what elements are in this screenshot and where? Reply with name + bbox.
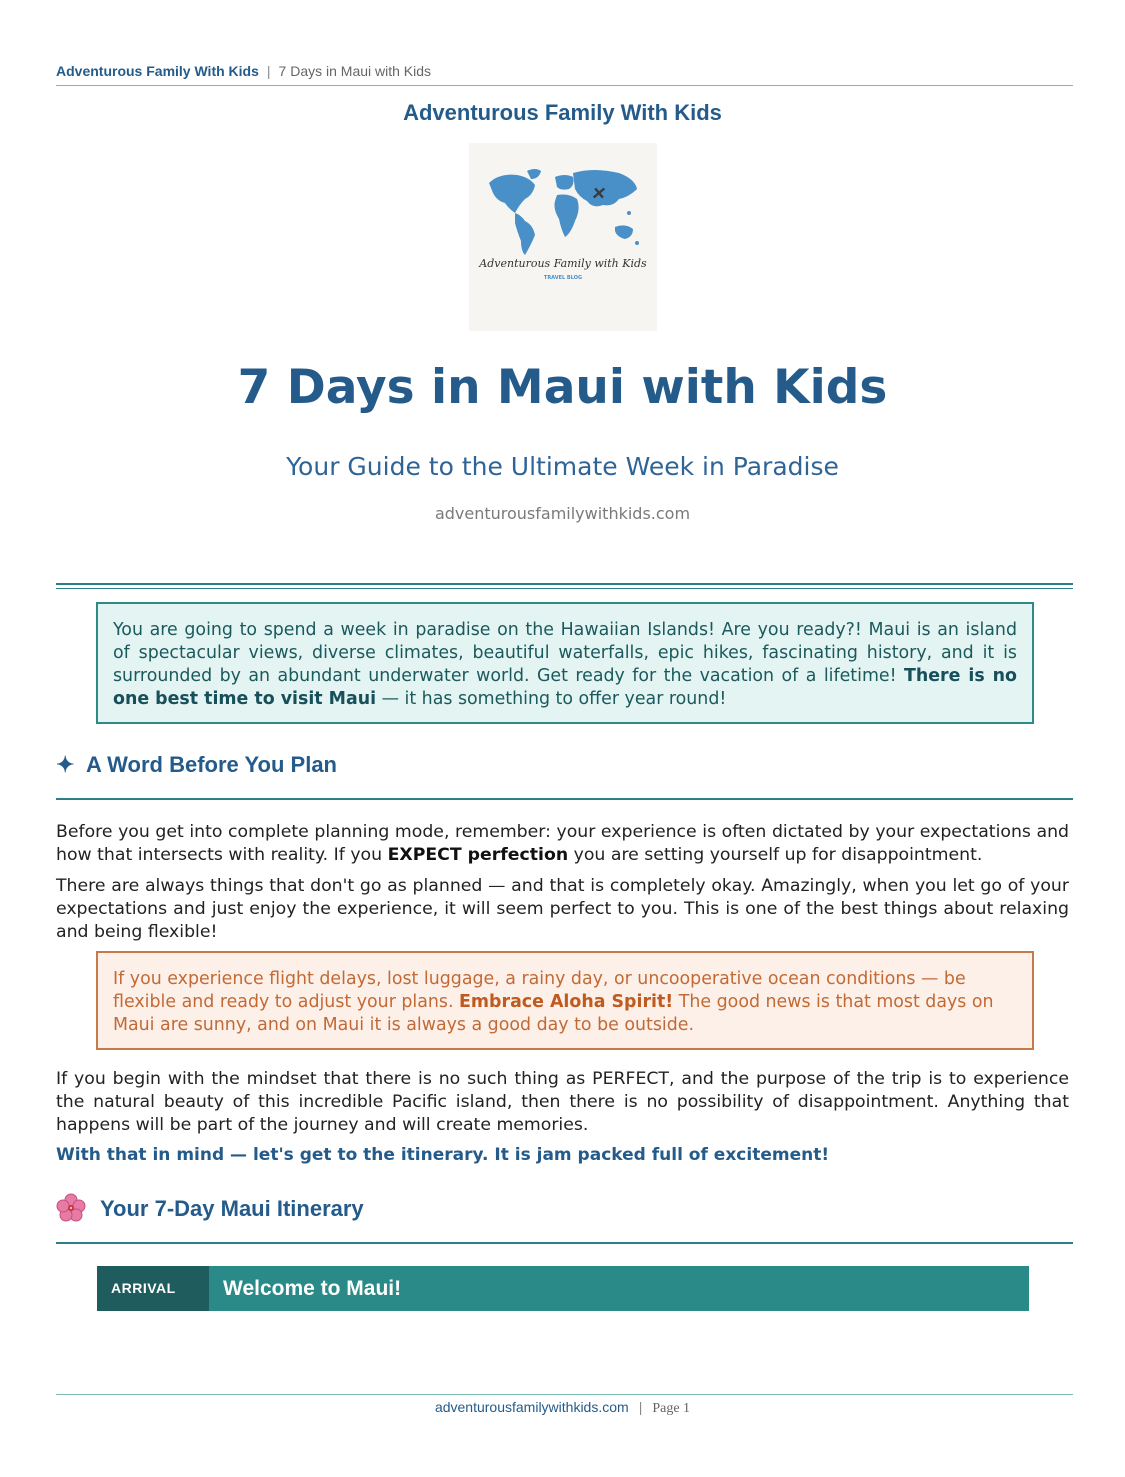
site-url: adventurousfamilywithkids.com <box>434 504 691 523</box>
itinerary-callout: With that in mind — let's get to the itinerary. It is jam packed full of excitement! <box>56 1145 830 1165</box>
section-heading-itinerary <box>56 1196 1073 1244</box>
page-footer <box>0 1399 1125 1417</box>
tip-callout <box>96 951 1034 1050</box>
paragraph-bold: EXPECT perfection <box>387 845 569 865</box>
page-subtitle: Your Guide to the Ultimate Week in Paradise <box>286 452 839 481</box>
paragraph-expectations <box>56 821 1069 867</box>
footer-divider <box>56 1394 1073 1395</box>
hibiscus-icon <box>56 1197 100 1223</box>
header-doc-title: 7 Days in Maui with Kids <box>278 63 432 79</box>
page-title: 7 Days in Maui with Kids <box>237 360 888 415</box>
section-heading-text: A Word Before You Plan <box>86 752 337 777</box>
intro-text: You are going to spend a week in paradise on the Hawaiian Islands! Are you ready?! Maui is an island of spectacular views, diverse climates, beautiful waterfalls, epic hikes, fascinating history, and it is surrounded by an abundant underwater world. Get ready for the vacation of a lifetime! <box>113 620 1017 686</box>
intro-callout <box>96 602 1034 724</box>
footer-url: adventurousfamilywithkids.com <box>434 1399 629 1415</box>
day-title: Welcome to Maui! <box>223 1277 402 1300</box>
page-number: Page 1 <box>652 1401 691 1416</box>
logo-script-text: Adventurous Family with Kids <box>479 257 647 270</box>
tip-text: The good news is that most days on Maui are sunny, and on Maui it is always a good day to be outside. <box>113 992 994 1035</box>
section-heading-word-before <box>56 752 1073 800</box>
world-map-icon <box>469 143 657 331</box>
logo <box>469 143 657 331</box>
intro-bold: There is no one best time to visit Maui <box>113 666 1017 709</box>
sparkle-icon: ✦ <box>56 752 75 777</box>
header-separator: | <box>266 63 271 79</box>
day-tag: ARRIVAL <box>97 1266 209 1311</box>
double-divider <box>56 583 1073 589</box>
paragraph-flexible: There are always things that don't go as planned — and that is completely okay. Amazingly, when you let go of your expectations and just enjoy the experience, it will seem perfect to you. This is one of the best things about relaxing and being flexible! <box>56 876 1069 942</box>
paragraph-mindset: If you begin with the mindset that there is no such thing as PERFECT, and the purpose of the trip is to experience the natural beauty of this incredible Pacific island, then there is no possibility of disappointment. Anything that happens will be part of the journey and will create memories. <box>56 1069 1069 1135</box>
footer-separator: | <box>638 1399 643 1415</box>
site-name: Adventurous Family With Kids <box>403 100 722 125</box>
paragraph-text: you are setting yourself up for disappointment. <box>568 845 983 865</box>
tip-text: If you experience flight delays, lost luggage, a rainy day, or uncooperative ocean conditions — be flexible and ready to adjust your plans. <box>113 969 966 1012</box>
day-banner-arrival <box>97 1266 1029 1311</box>
running-header <box>56 63 1073 86</box>
section-heading-text: Your 7-Day Maui Itinerary <box>100 1196 364 1221</box>
tip-bold: Embrace Aloha Spirit! <box>459 992 674 1012</box>
header-brand: Adventurous Family With Kids <box>56 63 259 79</box>
paragraph-text: Before you get into complete planning mode, remember: your experience is often dictated by your expectations and how that intersects with reality. If you <box>56 822 1069 865</box>
intro-tail: — it has something to offer year round! <box>376 689 727 709</box>
logo-tagline: TRAVEL BLOG <box>543 275 583 281</box>
